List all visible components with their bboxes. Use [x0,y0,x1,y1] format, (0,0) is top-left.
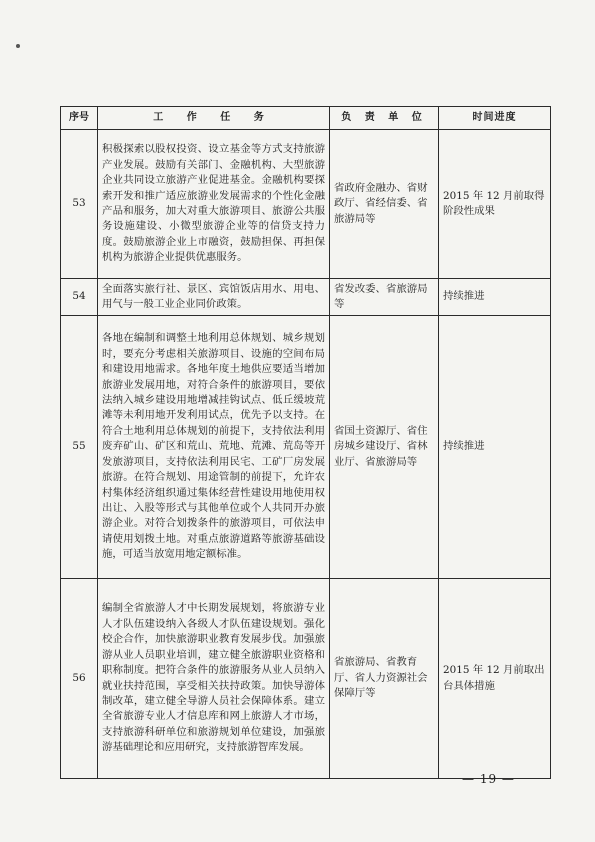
responsible-units: 省发改委、省旅游局等 [330,279,439,316]
page-number: — 19 — [462,772,515,786]
row-number: 56 [61,579,98,779]
task-text: 编制全省旅游人才中长期发展规划，将旅游专业人才队伍建设纳入各级人才队伍建设规划。强化校企合作，加快旅游职业教育发展步伐。加强旅游从业人员职业培训，建立健全旅游职业资格和职称制度。把符合条件的旅游服务从业人员纳入就业扶持范围，享受相关扶持政策。加快导游体制改革，建立健全导游人员社会保障体系。建立全省旅游专业人才信息库和网上旅游人才市场，支持旅游科研单位和旅游规划单位建设，加强旅游基础理论和应用研究，支持旅游智库发展。 [98,579,330,779]
table-row [61,130,551,279]
task-text: 积极探索以股权投资、设立基金等方式支持旅游产业发展。鼓励有关部门、金融机构、大型旅游企业共同设立旅游产业促进基金。金融机构要探索开发和推广适应旅游业发展需求的个性化金融产品和服务，加大对重大旅游项目、旅游公共服务设施建设、小微型旅游企业等的信贷支持力度。鼓励旅游企业上市融资，鼓励担保、再担保机构为旅游企业提供优惠服务。 [98,130,330,279]
table-row [61,316,551,579]
schedule: 2015 年 12 月前取得阶段性成果 [439,130,551,279]
task-text: 全面落实旅行社、景区、宾馆饭店用水、用电、用气与一般工业企业同价政策。 [98,279,330,316]
responsible-units: 省旅游局、省教育厅、省人力资源社会保障厅等 [330,579,439,779]
responsible-units: 省政府金融办、省财政厅、省经信委、省旅游局等 [330,130,439,279]
responsible-units: 省国土资源厅、省住房城乡建设厅、省林业厅、省旅游局等 [330,316,439,579]
table-row [61,579,551,779]
header-no: 序号 [61,107,98,130]
table-header-row [61,107,551,130]
schedule: 持续推进 [439,279,551,316]
row-number: 55 [61,316,98,579]
task-text: 各地在编制和调整土地利用总体规划、城乡规划时，要充分考虑相关旅游项目、设施的空间布局和建设用地需求。各地年度土地供应要适当增加旅游业发展用地，对符合条件的旅游项目，要依法纳入城乡建设用地增减挂钩试点、低丘缓坡荒滩等未利用地开发利用试点，优先予以支持。在符合土地利用总体规划的前提下，支持依法利用废弃矿山、矿区和荒山、荒地、荒滩、荒岛等开发旅游项目，支持依法利用民宅、工矿厂房发展旅游。在符合规划、用途管制的前提下，允许农村集体经济组织通过集体经营性建设用地使用权出让、入股等形式与其他单位或个人共同开办旅游企业。对符合划拨条件的旅游项目，可依法申请使用划拨土地。对重点旅游道路等旅游基础设施，可适当放宽用地定额标准。 [98,316,330,579]
task-table [60,106,551,779]
table-row [61,279,551,316]
header-owner: 负 责 单 位 [330,107,439,130]
header-task: 工 作 任 务 [98,107,330,130]
schedule: 2015 年 12 月前取出台具体措施 [439,579,551,779]
binding-hole [16,44,20,48]
row-number: 54 [61,279,98,316]
schedule: 持续推进 [439,316,551,579]
row-number: 53 [61,130,98,279]
header-time: 时间进度 [439,107,551,130]
